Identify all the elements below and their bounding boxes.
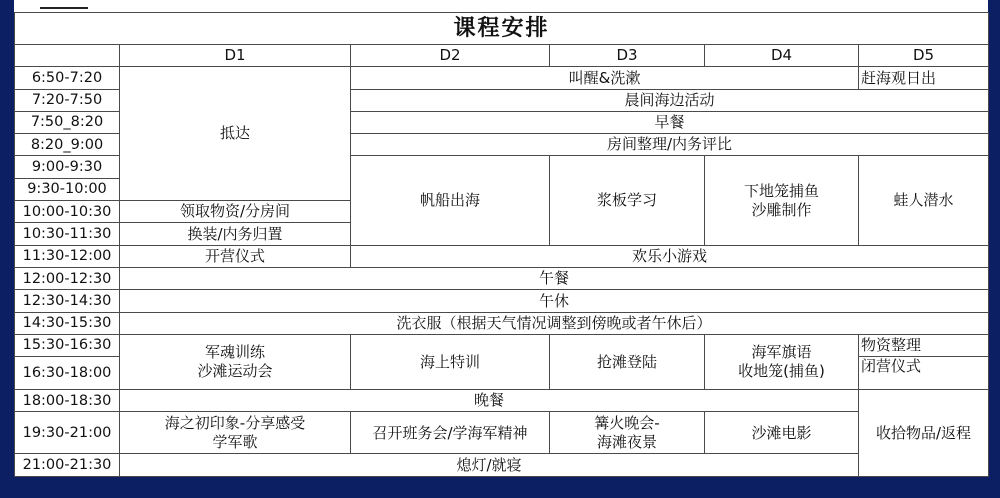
time-cell[interactable]: 10:00-10:30 (15, 201, 120, 223)
cell-d1-pm-line-1: 军魂训练 (204, 343, 265, 362)
table-row (15, 412, 989, 454)
title-row (15, 13, 989, 45)
cell-d5-closing[interactable]: 闭营仪式 (859, 357, 989, 390)
cell-games[interactable]: 欢乐小游戏 (351, 245, 989, 267)
cell-d3-paddle[interactable]: 浆板学习 (550, 156, 705, 245)
cell-d4-line-1: 下地笼捕鱼 (743, 181, 819, 200)
table-row (15, 334, 989, 356)
cell-d4-pm-line-2: 收地笼(捕鱼) (738, 362, 825, 380)
cell-d4-morning[interactable] (705, 156, 859, 245)
cell-room-tidy[interactable]: 房间整理/内务评比 (351, 134, 989, 156)
cell-d1-eve-line-2: 学军歌 (212, 432, 258, 451)
cell-d5-supplies[interactable]: 物资整理 (859, 334, 989, 356)
time-cell[interactable]: 15:30-16:30 (15, 334, 120, 356)
time-cell[interactable]: 11:30-12:00 (15, 245, 120, 267)
table-row (15, 67, 989, 89)
header-day-d3[interactable]: D3 (550, 45, 705, 67)
cell-morning-beach[interactable]: 晨间海边活动 (351, 89, 989, 111)
cell-d4-pm-line-1: 海军旗语 (751, 343, 812, 362)
cell-d1-change[interactable]: 换装/内务归置 (120, 223, 351, 245)
cell-d1-evening[interactable] (120, 412, 351, 454)
page-title: 课程安排 (15, 13, 989, 45)
time-cell[interactable]: 14:30-15:30 (15, 312, 120, 334)
schedule-table (14, 12, 989, 477)
header-day-d1[interactable]: D1 (120, 45, 351, 67)
cell-d4-afternoon[interactable] (705, 334, 859, 389)
cell-d5-diving[interactable]: 蛙人潜水 (859, 156, 989, 245)
table-row (15, 245, 989, 267)
cell-d1-afternoon[interactable] (120, 334, 351, 389)
header-day-d2[interactable]: D2 (351, 45, 550, 67)
cell-d2-evening[interactable]: 召开班务会/学海军精神 (351, 412, 550, 454)
time-cell[interactable]: 9:30-10:00 (15, 178, 120, 200)
time-cell[interactable]: 19:30-21:00 (15, 412, 120, 454)
table-row (15, 267, 989, 289)
time-cell[interactable]: 10:30-11:30 (15, 223, 120, 245)
table-row (15, 390, 989, 412)
time-cell[interactable]: 12:00-12:30 (15, 267, 120, 289)
cell-d1-eve-line-1: 海之初印象-分享感受 (164, 414, 306, 433)
header-day-d4[interactable]: D4 (705, 45, 859, 67)
cell-d5-pack[interactable]: 收拾物品/返程 (859, 390, 989, 477)
time-cell[interactable]: 7:20-7:50 (15, 89, 120, 111)
time-cell[interactable]: 6:50-7:20 (15, 67, 120, 89)
cell-d3-evening[interactable] (550, 412, 705, 454)
time-cell[interactable]: 7:50_8:20 (15, 111, 120, 133)
time-cell[interactable]: 21:00-21:30 (15, 454, 120, 476)
time-cell[interactable]: 12:30-14:30 (15, 290, 120, 312)
cell-nap[interactable]: 午休 (120, 290, 989, 312)
partial-top-text (40, 1, 88, 9)
header-day-d5[interactable]: D5 (859, 45, 989, 67)
cell-d1-pm-line-2: 沙滩运动会 (197, 362, 273, 380)
cell-d2-afternoon[interactable]: 海上特训 (351, 334, 550, 389)
cell-laundry[interactable]: 洗衣服（根据天气情况调整到傍晚或者午休后） (120, 312, 989, 334)
cell-d5-sunrise[interactable]: 赶海观日出 (859, 67, 989, 89)
time-cell[interactable]: 16:30-18:00 (15, 357, 120, 390)
cell-lunch[interactable]: 午餐 (120, 267, 989, 289)
cell-dinner[interactable]: 晚餐 (120, 390, 859, 412)
cell-d3-eve-line-1: 篝火晚会- (594, 414, 660, 433)
cell-d3-eve-line-2: 海滩夜景 (596, 432, 657, 451)
cell-d1-supplies[interactable]: 领取物资/分房间 (120, 201, 351, 223)
cell-d1-arrive[interactable]: 抵达 (120, 67, 351, 201)
cell-d3-afternoon[interactable]: 抢滩登陆 (550, 334, 705, 389)
time-cell[interactable]: 9:00-9:30 (15, 156, 120, 178)
header-corner-cell[interactable] (15, 45, 120, 67)
time-cell[interactable]: 8:20_9:00 (15, 134, 120, 156)
table-row (15, 454, 989, 476)
cell-d4-line-2: 沙雕制作 (751, 200, 812, 219)
cell-lights-out[interactable]: 熄灯/就寝 (120, 454, 859, 476)
cell-d2-sailing[interactable]: 帆船出海 (351, 156, 550, 245)
cell-breakfast[interactable]: 早餐 (351, 111, 989, 133)
table-row (15, 290, 989, 312)
header-row (15, 45, 989, 67)
cell-d1-opening[interactable]: 开营仪式 (120, 245, 351, 267)
table-row (15, 312, 989, 334)
cell-d4-evening[interactable]: 沙滩电影 (705, 412, 859, 454)
cell-wake-up[interactable]: 叫醒&洗漱 (351, 67, 859, 89)
time-cell[interactable]: 18:00-18:30 (15, 390, 120, 412)
